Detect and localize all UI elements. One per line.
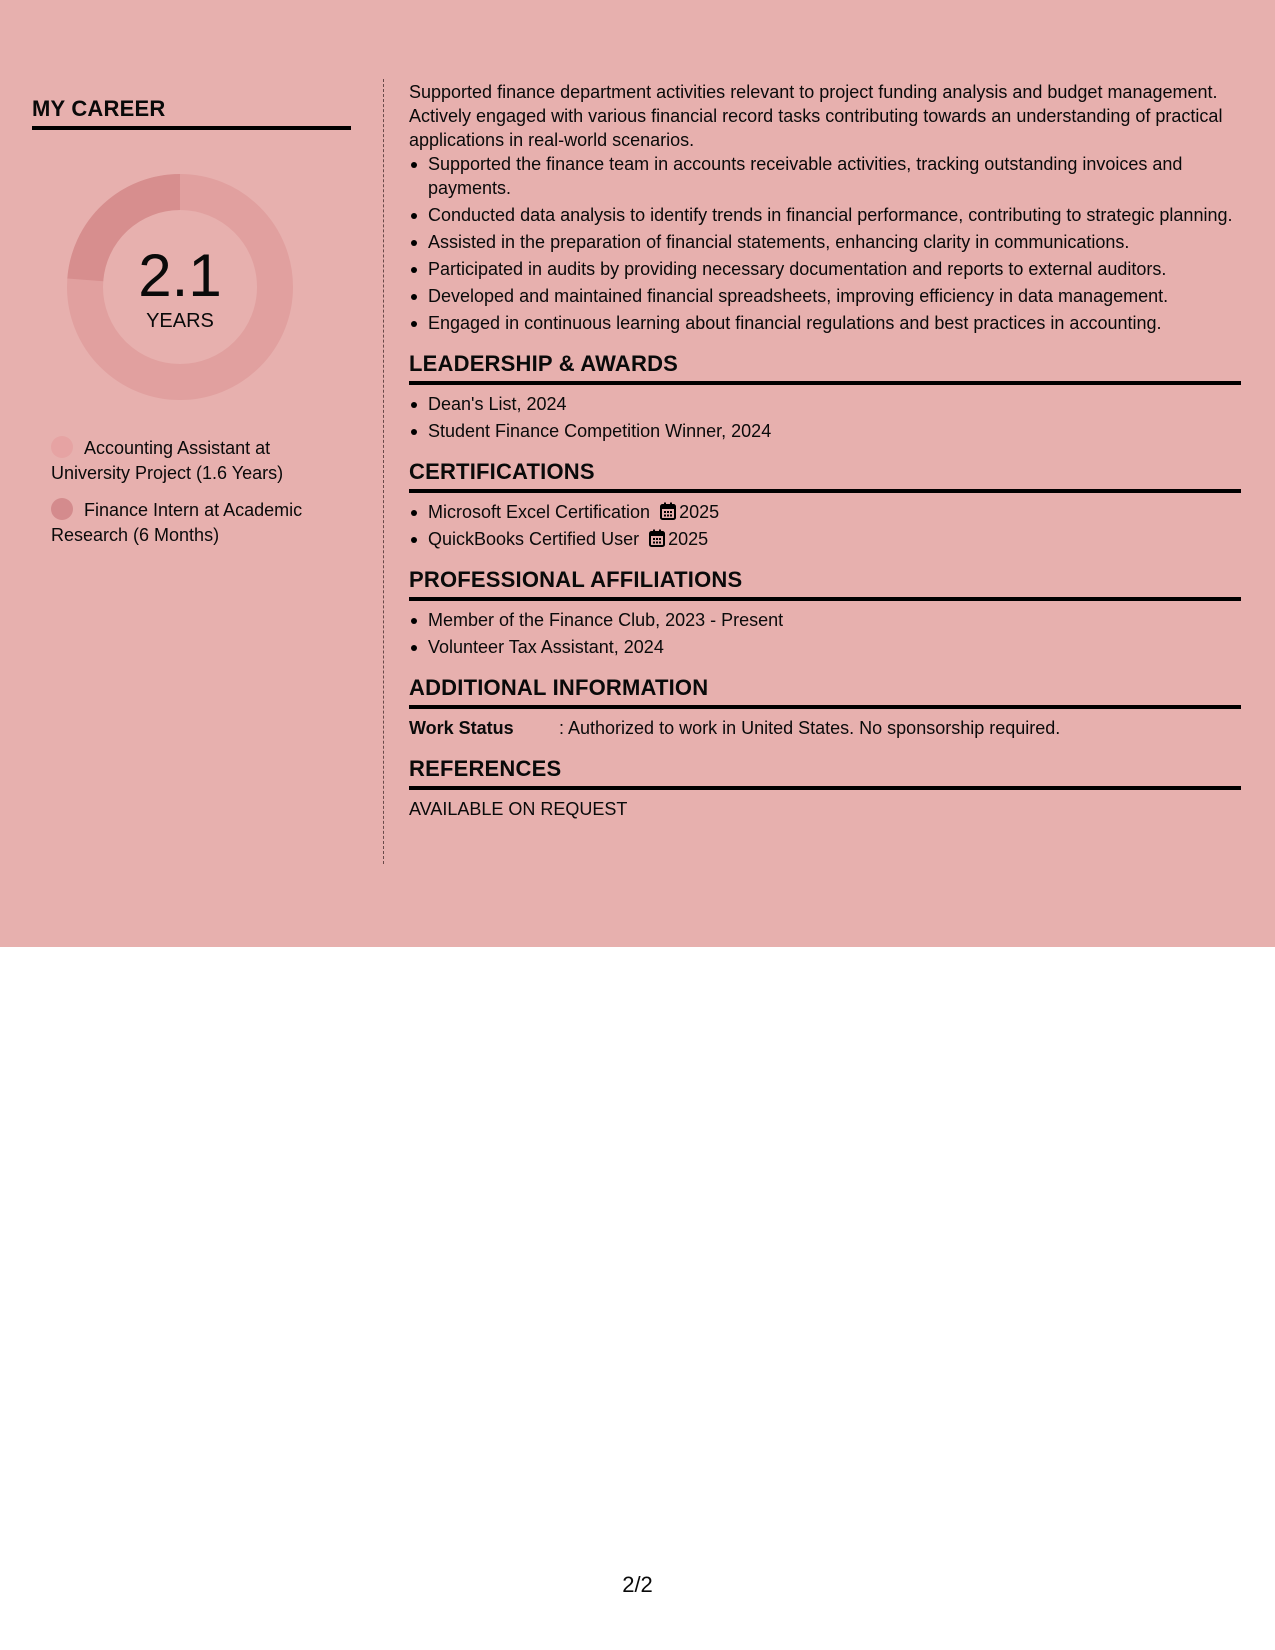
list-item: Student Finance Competition Winner, 2024 [409,419,1241,443]
work-status-row [409,716,1241,740]
main-column [409,80,1241,821]
certification-year: 2025 [668,529,709,549]
list-item: Volunteer Tax Assistant, 2024 [409,635,1241,659]
certification-date [660,500,719,524]
career-title: MY CAREER [32,96,351,130]
legend-dot-icon [51,436,73,458]
work-status-value: : Authorized to work in United States. No sponsorship required. [559,718,1061,738]
work-status-label: Work Status [409,718,514,738]
section-title-additional-info: ADDITIONAL INFORMATION [409,675,1241,709]
list-item: Developed and maintained financial spreadsheets, improving efficiency in data management. [409,284,1241,308]
legend-dot-icon [51,498,73,520]
section-title-affiliations: PROFESSIONAL AFFILIATIONS [409,567,1241,601]
legend-label: Finance Intern at Academic Research (6 Months) [51,500,303,545]
leadership-list [409,392,1241,443]
calendar-icon [649,529,665,547]
list-item: Supported the finance team in accounts receivable activities, tracking outstanding invoices and payments. [409,152,1241,200]
experience-bullets [409,152,1241,335]
legend-label: Accounting Assistant at University Project (1.6 Years) [51,438,284,483]
list-item: Dean's List, 2024 [409,392,1241,416]
career-legend [51,436,341,548]
certifications-list [409,500,1241,551]
affiliations-list [409,608,1241,659]
list-item: Member of the Finance Club, 2023 - Present [409,608,1241,632]
section-title-leadership: LEADERSHIP & AWARDS [409,351,1241,385]
career-total-unit: YEARS [146,310,214,332]
experience-summary: Supported finance department activities relevant to project funding analysis and budget management. Actively engaged with various financial record tasks contributing towards an understanding of practical applications in real-world scenarios. [409,82,1223,150]
donut-center [67,174,293,400]
certification-name: Microsoft Excel Certification [428,502,651,522]
certification-date [649,527,708,551]
calendar-icon [660,502,676,520]
certification-year: 2025 [679,502,720,522]
career-column [32,96,351,560]
career-total-value: 2.1 [138,242,222,309]
list-item: Participated in audits by providing necessary documentation and reports to external auditors. [409,257,1241,281]
list-item: Conducted data analysis to identify trends in financial performance, contributing to strategic planning. [409,203,1241,227]
column-divider [383,79,384,864]
list-item [409,500,1241,524]
list-item: Assisted in the preparation of financial statements, enhancing clarity in communications. [409,230,1241,254]
certification-name: QuickBooks Certified User [428,529,640,549]
career-donut-chart [67,174,293,400]
page-number: 2/2 [622,1572,653,1597]
references-text: AVAILABLE ON REQUEST [409,799,628,819]
section-title-references: REFERENCES [409,756,1241,790]
legend-item-accounting-assistant [51,436,341,486]
list-item: Engaged in continuous learning about financial regulations and best practices in accounting. [409,311,1241,335]
legend-item-finance-intern [51,498,341,548]
list-item [409,527,1241,551]
section-title-certifications: CERTIFICATIONS [409,459,1241,493]
